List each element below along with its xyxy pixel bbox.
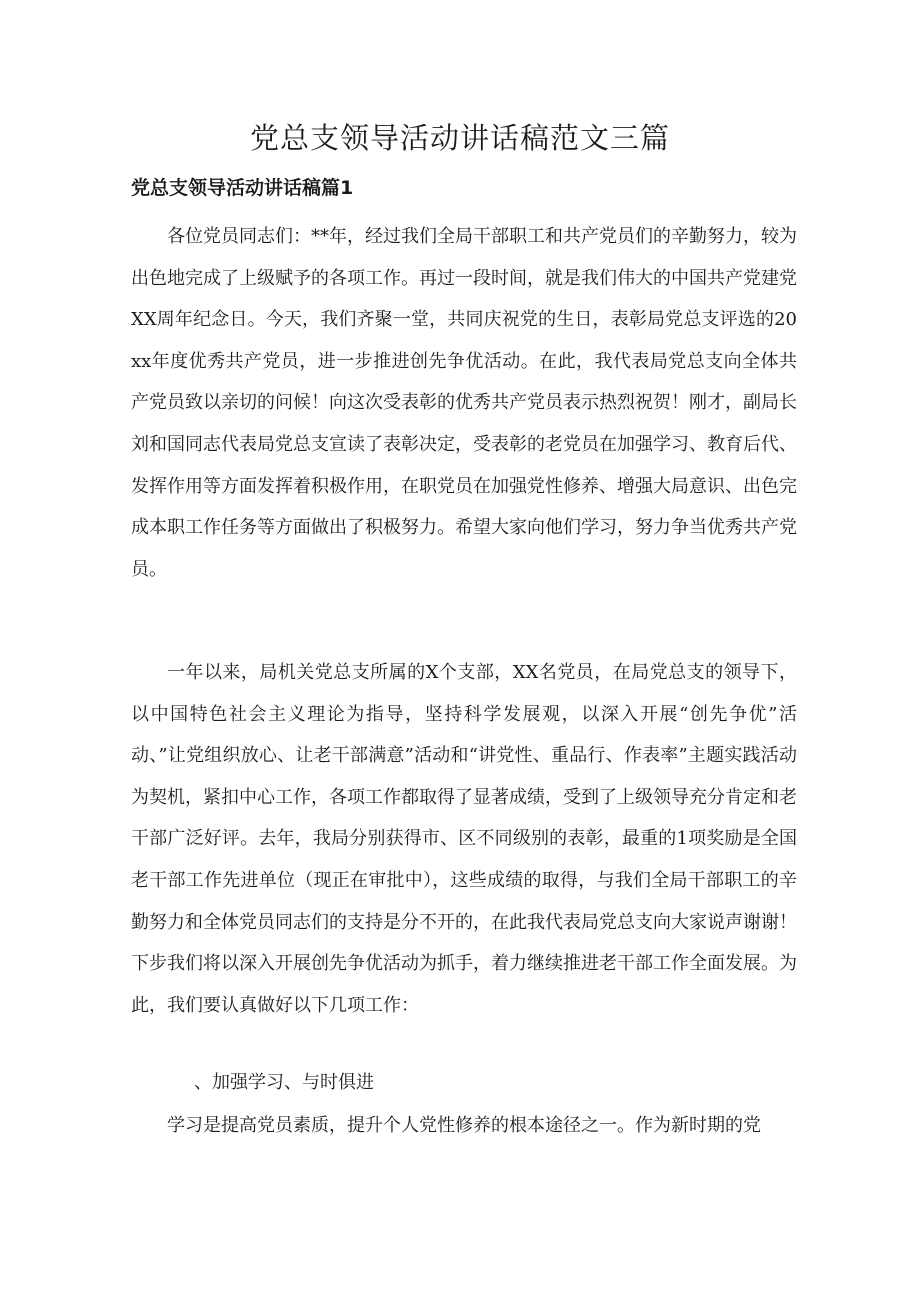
section-heading: 党总支领导活动讲话稿篇1 — [131, 177, 354, 199]
paragraph: 各位党员同志们：**年，经过我们全局干部职工和共产党员们的辛勤努力，较为出色地完成了上级赋予的各项工作。再过一段时间，就是我们伟大的中国共产党建党XX周年纪念日。今天，我们齐聚一堂，共同庆祝党的生日，表彰局党总支评选的20xx年度优秀共产党员，进一步推进创先争优活动。在此，我代表局党总支向全体共产党员致以亲切的问候！向这次受表彰的优秀共产党员表示热烈祝贺！刚才，副局长刘和国同志代表局党总支宣读了表彰决定，受表彰的老党员在加强学习、教育后代、发挥作用等方面发挥着积极作用，在职党员在加强党性修养、增强大局意识、出色完成本职工作任务等方面做出了积极努力。希望大家向他们学习，努力争当优秀共产党员。 — [131, 226, 797, 580]
paragraph: 学习是提高党员素质，提升个人党性修养的根本途径之一。作为新时期的党 — [167, 1115, 761, 1136]
list-item-heading: 、加强学习、与时俱进 — [194, 1072, 374, 1093]
paragraph: 一年以来，局机关党总支所属的X个支部，XX名党员，在局党总支的领导下，以中国特色社会主义理论为指导，坚持科学发展观，以深入开展“创先争优”活动、”让党组织放心、让老干部满意”活动和“讲党性、重品行、作表率”主题实践活动为契机，紧扣中心工作，各项工作都取得了显著成绩，受到了上级领导充分肯定和老干部广泛好评。去年，我局分别获得市、区不同级别的表彰，最重的1项奖励是全国老干部工作先进单位（现正在审批中），这些成绩的取得，与我们全局干部职工的辛勤努力和全体党员同志们的支持是分不开的，在此我代表局党总支向大家说声谢谢！下步我们将以深入开展创先争优活动为抓手，着力继续推进老干部工作全面发展。为此，我们要认真做好以下几项工作： — [131, 662, 797, 1016]
document-title: 党总支领导活动讲话稿范文三篇 — [249, 121, 670, 155]
